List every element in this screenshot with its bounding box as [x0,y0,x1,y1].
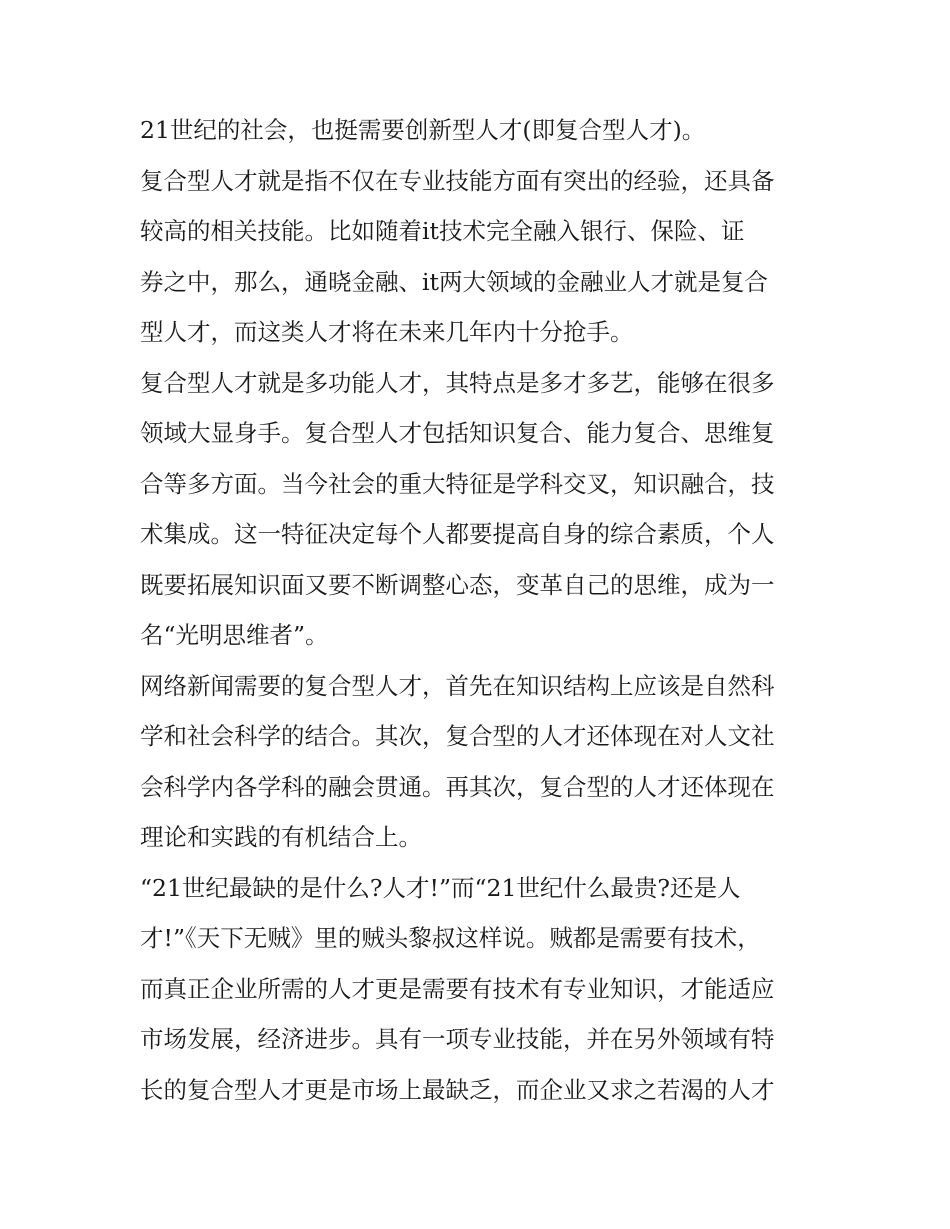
document-body [140,105,815,1115]
text-line: 网络新闻需要的复合型人才，首先在知识结构上应该是自然科 [140,671,775,700]
text-line: 型人才，而这类人才将在未来几年内十分抢手。 [140,318,634,346]
text-line: 既要拓展知识面又要不断调整心态，变革自己的思维，成为一 [140,570,775,599]
text-line: 券之中，那么，通晓金融、it两大领域的金融业人才就是复合 [140,267,768,296]
text-line: 复合型人才就是多功能人才，其特点是多才多艺，能够在很多 [140,368,775,397]
text-line: 而真正企业所需的人才更是需要有技术有专业知识，才能适应 [140,974,775,1003]
paragraph-3 [140,358,815,661]
text-line: 复合型人才就是指不仅在专业技能方面有突出的经验，还具备 [140,166,775,195]
text-line: 21世纪的社会，也挺需要创新型人才(即复合型人才)。 [140,116,706,144]
paragraph-2 [140,156,815,358]
text-line: 较高的相关技能。比如随着it技术完全融入银行、保险、证 [140,217,745,245]
text-line: 理论和实践的有机结合上。 [140,823,422,851]
text-line: 学和社会科学的结合。其次，复合型的人才还体现在对人文社 [140,722,775,750]
paragraph-1 [140,105,815,156]
text-line: 市场发展，经济进步。具有一项专业技能，并在另外领域有特 [140,1025,775,1053]
paragraph-4 [140,661,815,863]
paragraph-5 [140,863,815,1116]
text-line: “21世纪最缺的是什么?人才!”而“21世纪什么最贵?还是人 [140,873,741,902]
text-line: 合等多方面。当今社会的重大特征是学科交叉，知识融合，技 [140,469,775,498]
text-line: 术集成。这一特征决定每个人都要提高自身的综合素质，个人 [140,520,775,548]
text-line: 长的复合型人才更是市场上最缺乏，而企业又求之若渴的人才 [140,1075,775,1104]
text-line: 名“光明思维者”。 [140,621,329,649]
text-line: 才!”《天下无贼》里的贼头黎叔这样说。贼都是需要有技术， [140,924,761,952]
text-line: 会科学内各学科的融会贯通。再其次，复合型的人才还体现在 [140,772,775,801]
text-line: 领域大显身手。复合型人才包括知识复合、能力复合、思维复 [140,419,775,447]
